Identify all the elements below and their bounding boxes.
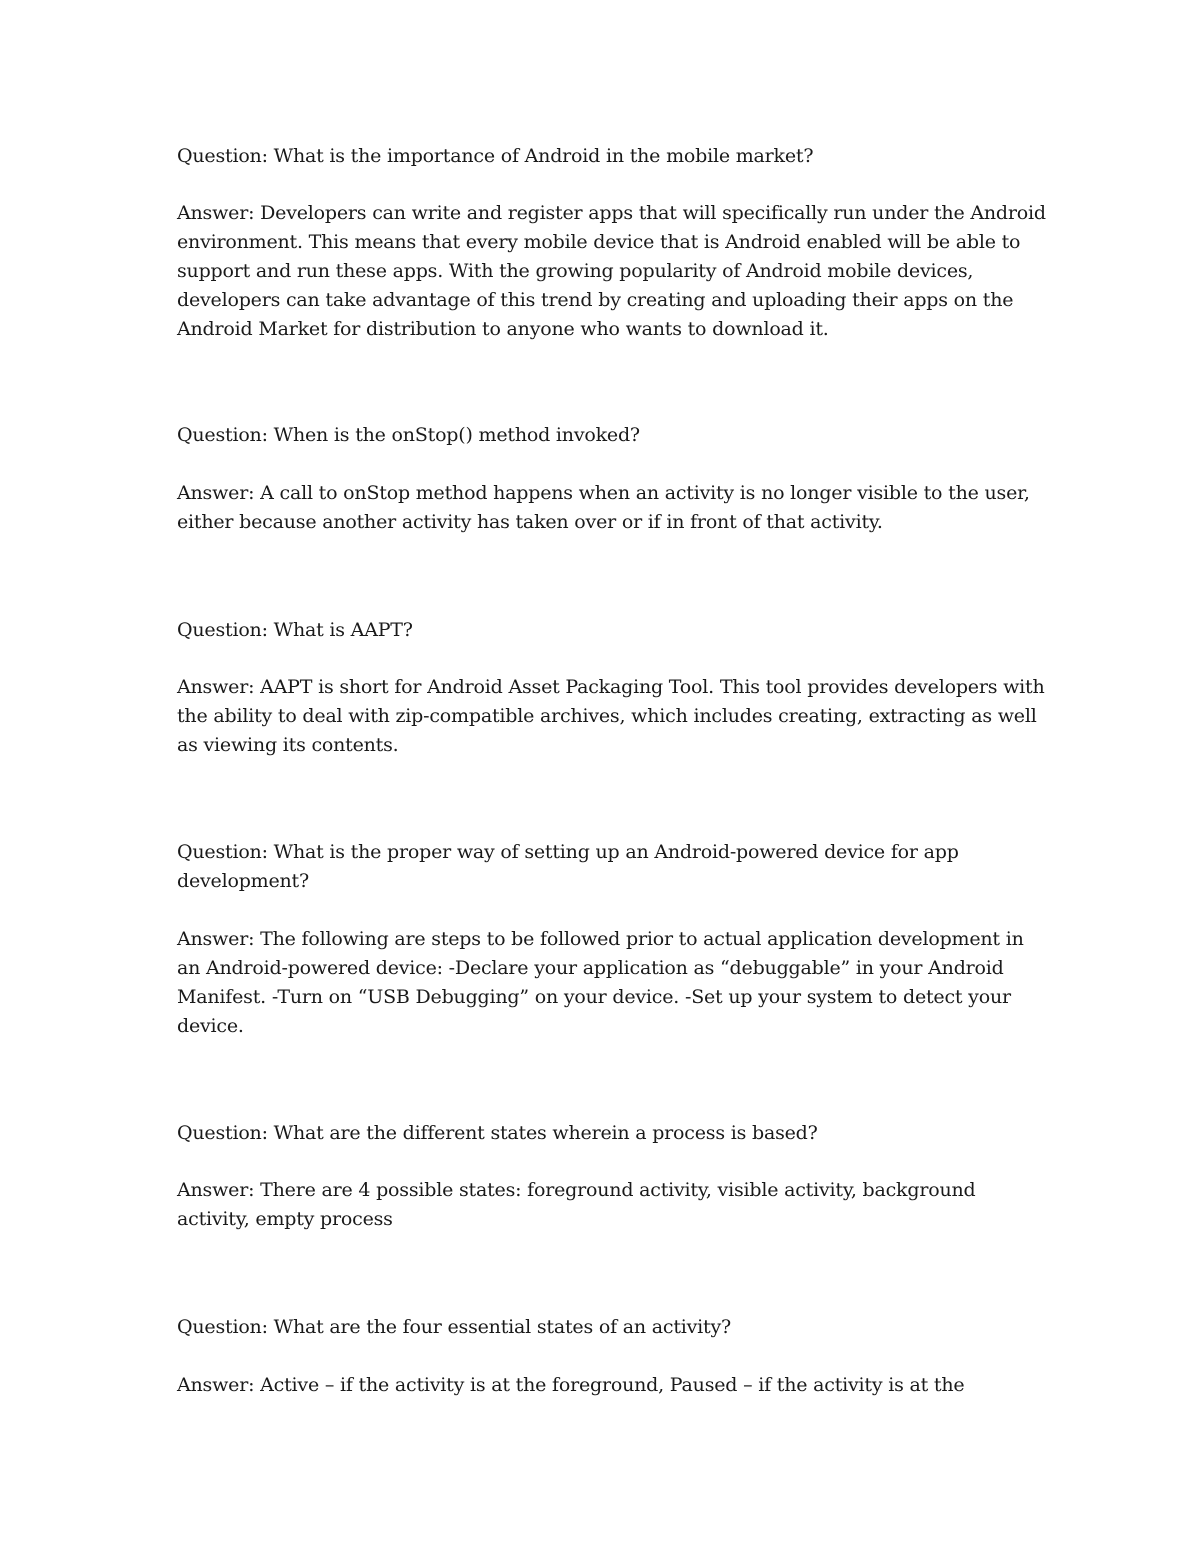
question-1: Question: What is the importance of Android in the mobile market? <box>177 145 814 167</box>
answer-3: Answer: AAPT is short for Android Asset Packaging Tool. This tool provides developers with the ability to deal with zip-compatible archives, which includes creating, extracting as well as viewing its contents. <box>177 676 1045 756</box>
answer-5: Answer: There are 4 possible states: foreground activity, visible activity, background activity, empty process <box>177 1179 976 1230</box>
question-5: Question: What are the different states wherein a process is based? <box>177 1122 818 1144</box>
answer-4: Answer: The following are steps to be followed prior to actual application development in an Android-powered device: -Declare your application as “debuggable” in your Android Manifest. -Turn on “USB Debugging” on your device. -Set up your system to detect your device. <box>177 928 1024 1037</box>
answer-6: Answer: Active – if the activity is at the foreground, Paused – if the activity is at the <box>177 1374 965 1396</box>
answer-1: Answer: Developers can write and register apps that will specifically run under the Android environment. This means that every mobile device that is Android enabled will be able to support and run these apps. With the growing popularity of Android mobile devices, developers can take advantage of this trend by creating and uploading their apps on the Android Market for distribution to anyone who wants to download it. <box>177 202 1046 340</box>
question-4: Question: What is the proper way of setting up an Android-powered device for app development? <box>177 841 959 892</box>
question-6: Question: What are the four essential states of an activity? <box>177 1316 732 1338</box>
question-3: Question: What is AAPT? <box>177 619 413 641</box>
question-2: Question: When is the onStop() method invoked? <box>177 424 640 446</box>
answer-2: Answer: A call to onStop method happens when an activity is no longer visible to the user, either because another activity has taken over or if in front of that activity. <box>177 482 1030 533</box>
